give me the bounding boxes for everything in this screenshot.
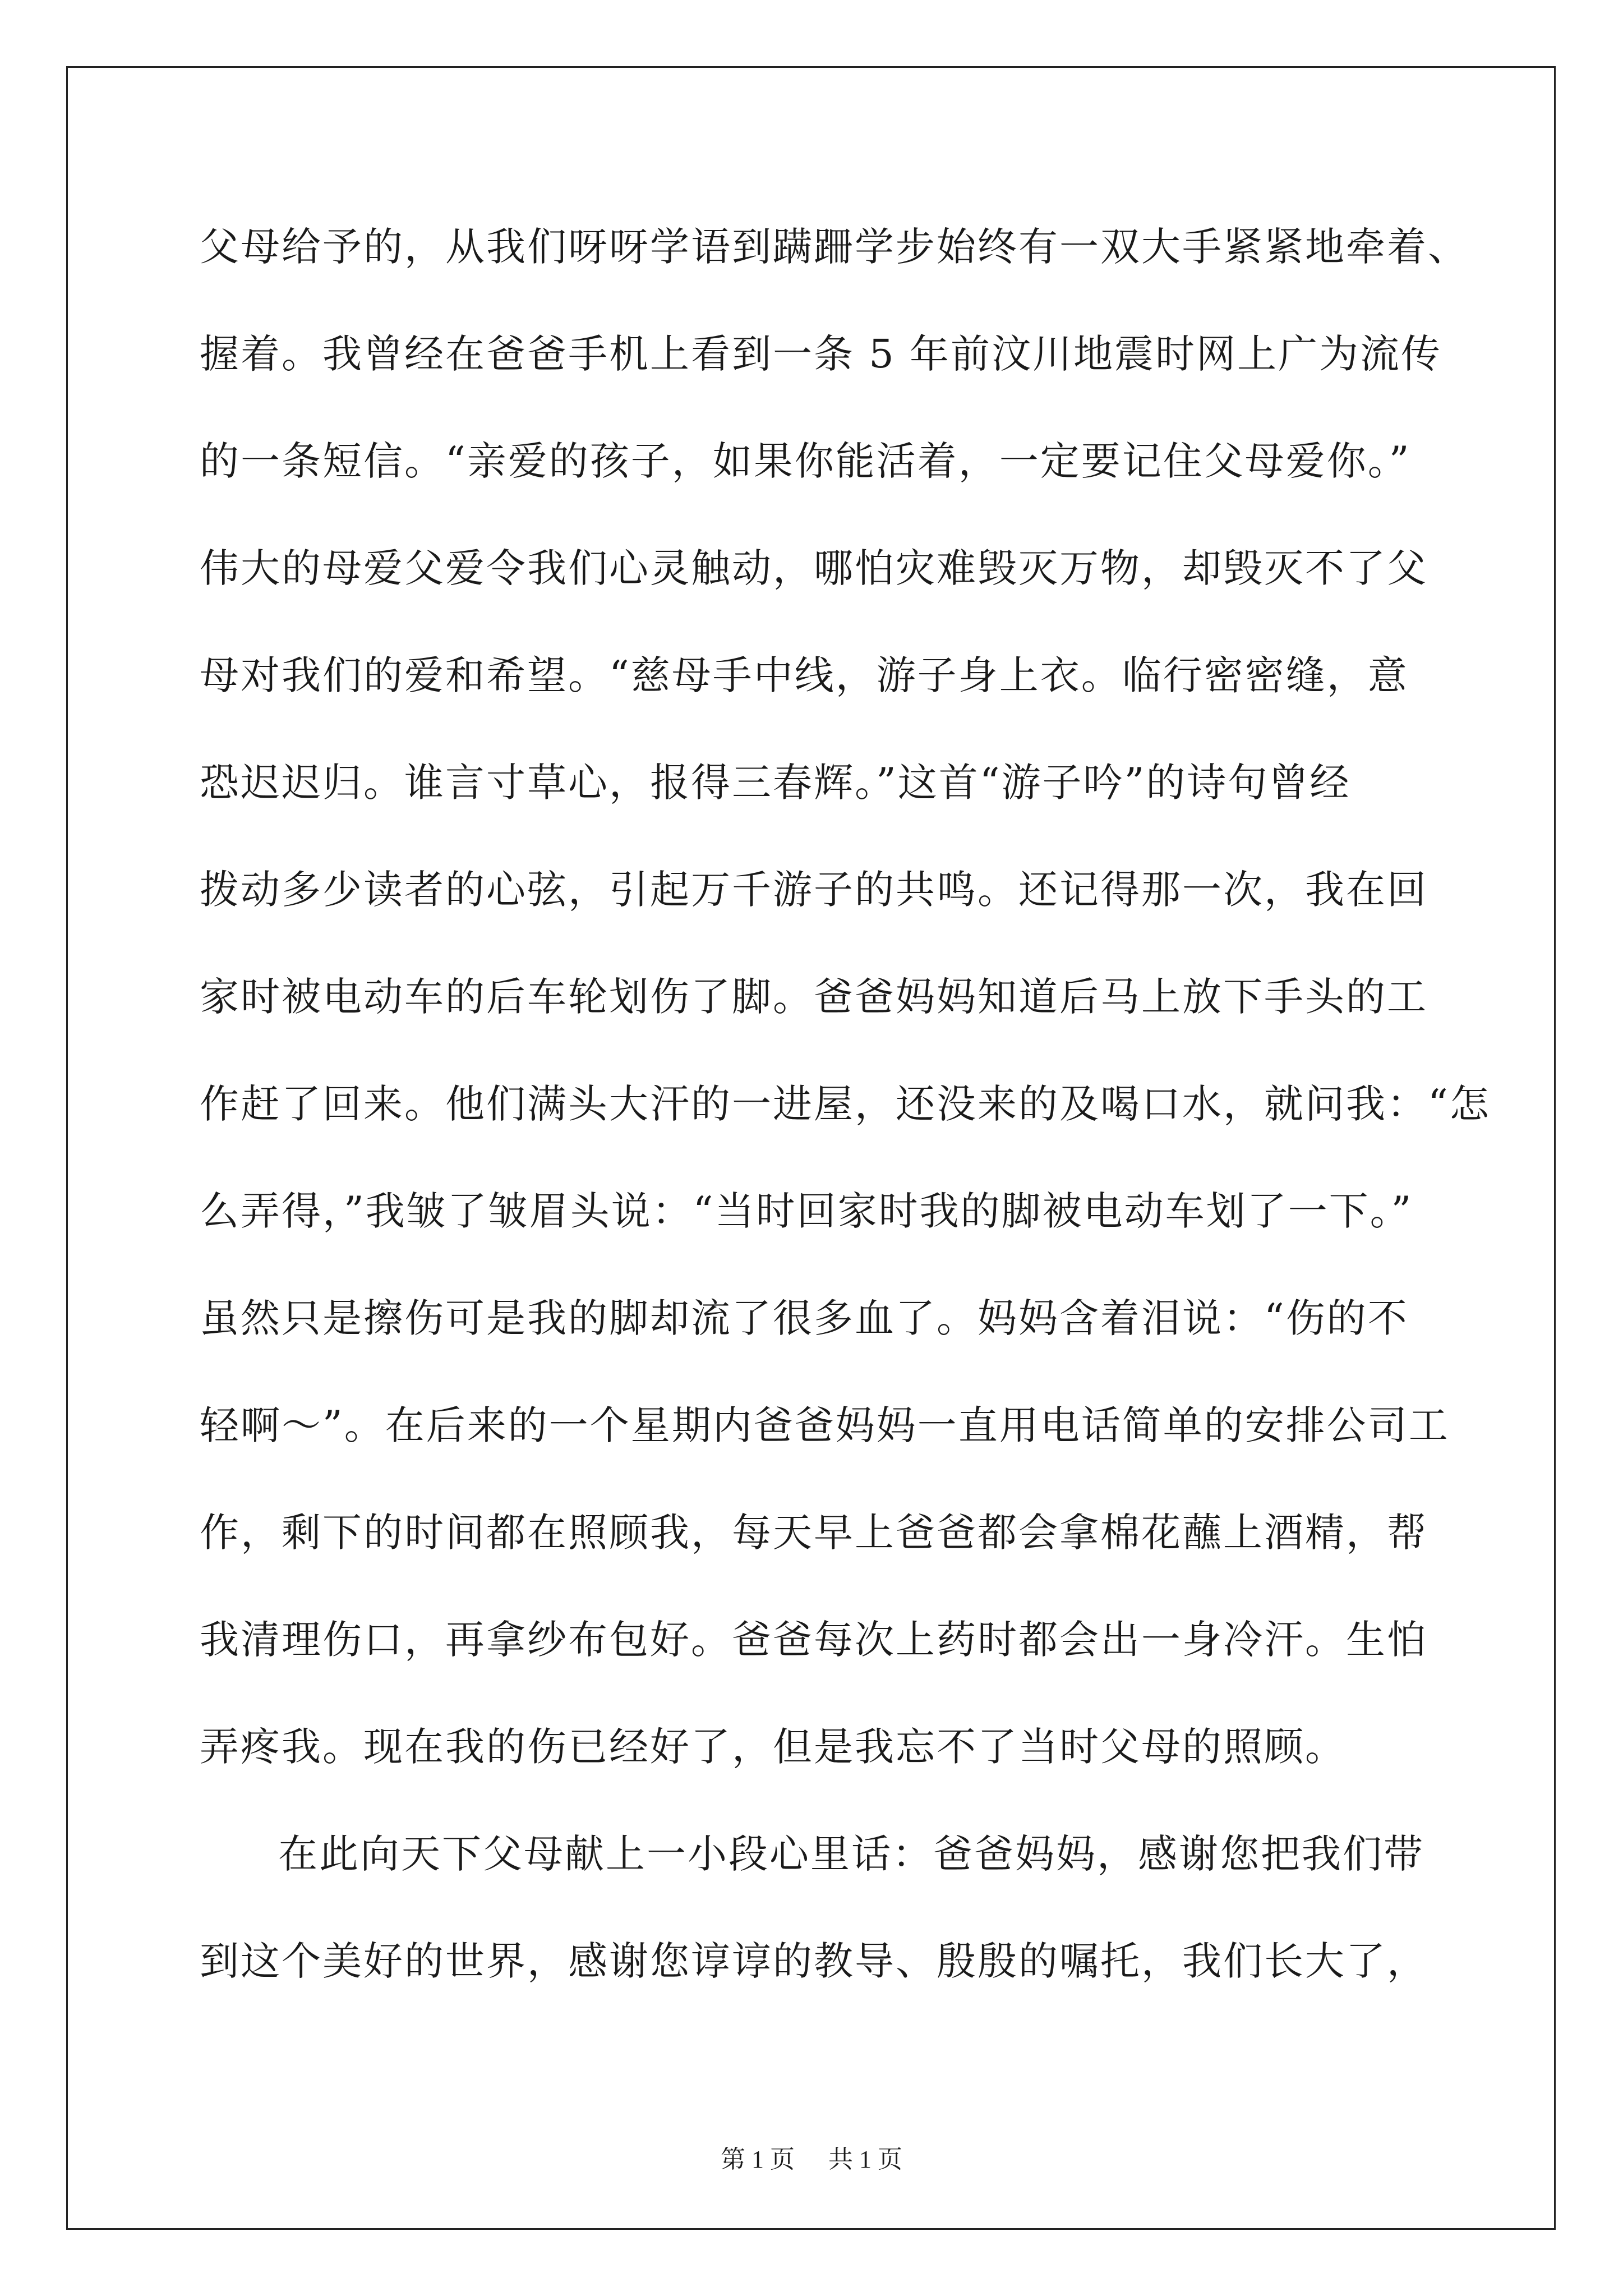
text-line: 作，剩下的时间都在照顾我，每天早上爸爸都会拿棉花蘸上酒精，帮 bbox=[200, 1510, 1428, 1556]
text-line: 弄疼我。现在我的伤已经好了，但是我忘不了当时父母的照顾。 bbox=[200, 1724, 1346, 1770]
text-line: 恐迟迟归。谁言寸草心，报得三春辉。”这首“游子吟”的诗句曾经 bbox=[200, 760, 1351, 806]
text-line: 的一条短信。“亲爱的孩子，如果你能活着，一定要记住父母爱你。” bbox=[200, 438, 1411, 484]
text-line: 么弄得，”我皱了皱眉头说：“当时回家时我的脚被电动车划了一下。” bbox=[200, 1188, 1413, 1234]
text-line: 作赶了回来。他们满头大汗的一进屋，还没来的及喝口水，就问我：“怎 bbox=[200, 1081, 1491, 1127]
page-number-total: 共 1 页 bbox=[828, 2146, 902, 2173]
text-line: 在此向天下父母献上一小段心里话：爸爸妈妈，感谢您把我们带 bbox=[278, 1831, 1424, 1877]
text-line: 母对我们的爱和希望。“慈母手中线，游子身上衣。临行密密缝，意 bbox=[200, 652, 1409, 698]
page-border bbox=[66, 66, 1556, 2230]
text-line: 家时被电动车的后车轮划伤了脚。爸爸妈妈知道后马上放下手头的工 bbox=[200, 974, 1428, 1020]
text-line: 虽然只是擦伤可是我的脚却流了很多血了。妈妈含着泪说：“伤的不 bbox=[200, 1295, 1409, 1341]
text-line: 到这个美好的世界，感谢您谆谆的教导、殷殷的嘱托，我们长大了， bbox=[200, 1938, 1428, 1984]
page-footer bbox=[0, 2143, 1623, 2177]
text-line: 拨动多少读者的心弦，引起万千游子的共鸣。还记得那一次，我在回 bbox=[200, 867, 1428, 913]
text-line: 轻啊～”。在后来的一个星期内爸爸妈妈一直用电话简单的安排公司工 bbox=[200, 1402, 1450, 1448]
text-line: 父母给予的，从我们呀呀学语到蹒跚学步始终有一双大手紧紧地牵着、 bbox=[200, 224, 1469, 270]
page-number-current: 第 1 页 bbox=[721, 2146, 795, 2173]
text-line: 我清理伤口，再拿纱布包好。爸爸每次上药时都会出一身冷汗。生怕 bbox=[200, 1617, 1428, 1663]
text-line: 握着。我曾经在爸爸手机上看到一条 5 年前汶川地震时网上广为流传 bbox=[200, 331, 1442, 377]
text-line: 伟大的母爱父爱令我们心灵触动，哪怕灾难毁灭万物，却毁灭不了父 bbox=[200, 545, 1428, 591]
